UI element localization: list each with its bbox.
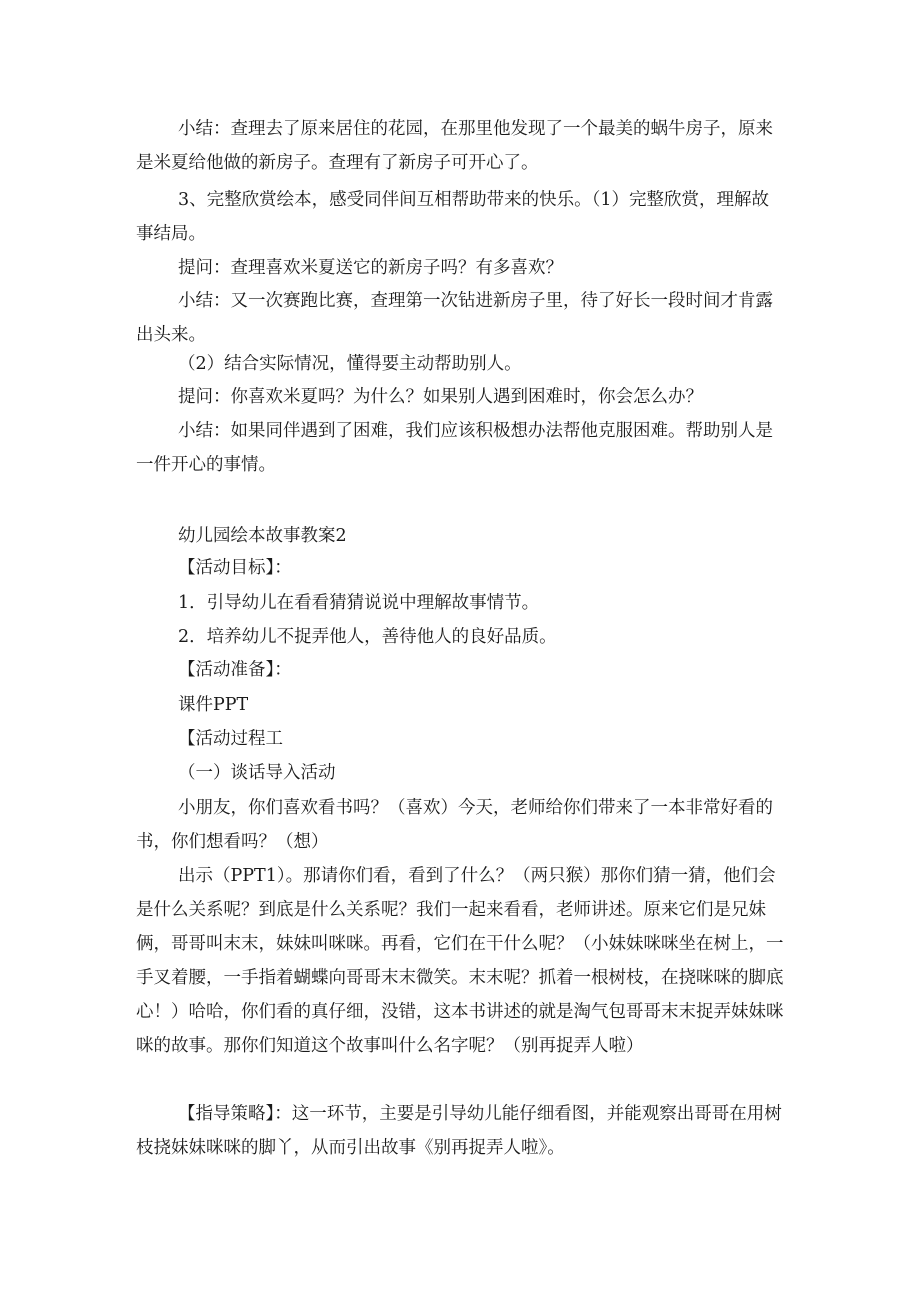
summary-paragraph-2: 小结：又一次赛跑比赛，查理第一次钻进新房子里，待了好长一段时间才肯露出头来。 <box>136 291 773 345</box>
step-2-paragraph: （2）结合实际情况，懂得要主动帮助别人。 <box>178 354 522 374</box>
intro-paragraph: 小朋友，你们喜欢看书吗？（喜欢）今天，老师给你们带来了一本非常好看的书，你们想看吗？（想） <box>136 798 773 852</box>
ppt-description-paragraph: 出示（PPT1）。那请你们看，看到了什么？（两只猴）那你们猜一猜，他们会是什么关系呢？到底是什么关系呢？我们一起来看看，老师讲述。原来它们是兄妹俩，哥哥叫末末，妹妹叫咪咪。再看，它们在干什么呢？（小妹妹咪咪坐在树上，一手叉着腰，一手指着蝴蝶向哥哥末末微笑。末末呢？抓着一根树枝，在挠咪咪的脚底心！）哈哈，你们看的真仔细，没错，这本书讲述的就是淘气包哥哥末末捉弄妹妹咪咪的故事。那你们知道这个故事叫什么名字呢？（别再捉弄人啦） <box>136 866 784 1056</box>
summary-paragraph-3: 小结：如果同伴遇到了困难，我们应该积极想办法帮他克服困难。帮助别人是一件开心的事情。 <box>136 421 773 475</box>
goal-item-2: 2．培养幼儿不捉弄他人，善待他人的良好品质。 <box>178 627 557 647</box>
summary-paragraph-1: 小结：查理去了原来居住的花园，在那里他发现了一个最美的蜗牛房子，原来是米夏给他做的新房子。查理有了新房子可开心了。 <box>136 119 773 173</box>
question-paragraph-2: 提问：你喜欢米夏吗？为什么？如果别人遇到困难时，你会怎么办？ <box>178 387 703 407</box>
activity-goals-heading: 【活动目标】： <box>178 558 292 578</box>
step-1-heading: （一）谈话导入活动 <box>178 763 336 783</box>
activity-prep-heading: 【活动准备】： <box>178 660 292 680</box>
activity-process-heading: 【活动过程工 <box>178 729 283 749</box>
guidance-strategy-paragraph: 【指导策略】：这一环节，主要是引导幼儿能仔细看图，并能观察出哥哥在用树枝挠妹妹咪咪的脚丫，从而引出故事《别再捉弄人啦》。 <box>136 1104 782 1158</box>
step-3-paragraph: 3、完整欣赏绘本，感受同伴间互相帮助带来的快乐。（1）完整欣赏，理解故事结局。 <box>136 190 770 244</box>
goal-item-1: 1．引导幼儿在看看猜猜说说中理解故事情节。 <box>178 593 540 613</box>
section-title: 幼儿园绘本故事教案2 <box>178 526 347 546</box>
question-paragraph-1: 提问：查理喜欢米夏送它的新房子吗？有多喜欢？ <box>178 258 563 278</box>
prep-item: 课件PPT <box>178 695 249 715</box>
